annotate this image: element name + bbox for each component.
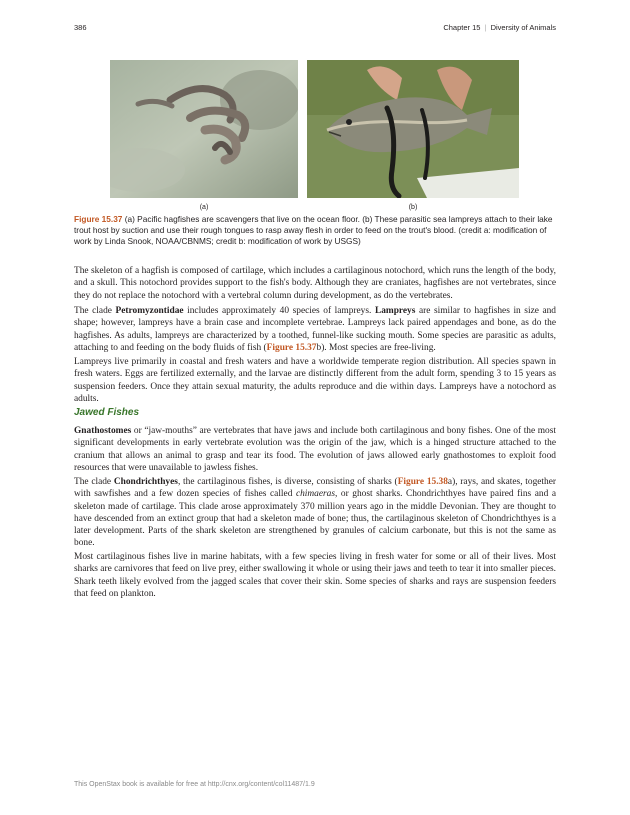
running-header (443, 23, 556, 32)
text-span: , the cartilaginous fishes, is diverse, consisting of sharks ( (177, 477, 398, 487)
figure-15-37-link[interactable]: Figure 15.37 (266, 342, 317, 353)
term-chondrichthyes: Chondrichthyes (113, 477, 178, 487)
text-span: b). Most species are free-living. (316, 342, 436, 353)
subfigure-label-b: (b) (408, 204, 418, 211)
paragraph-cartilaginous-habitats: Most cartilaginous fishes live in marine habitats, with a few species living in fresh water for some or all of their lives. Most sharks are carnivores that feed on live prey, either swallowing it whole or using their jaws and teeth to tear it into smaller pieces. Shark teeth likely evolved from the jagged scales that cover their skin. Some species of sharks and rays are suspension feeders that feed on plankton. (74, 552, 556, 599)
subfigure-label-a: (a) (199, 204, 209, 211)
figure-caption-label: Figure 15.37 (74, 214, 123, 224)
chapter-title: Diversity of Animals (490, 23, 556, 32)
chapter-label: Chapter 15 (443, 23, 481, 32)
page-number: 386 (74, 23, 87, 32)
paragraph-hagfish-skeleton: The skeleton of a hagfish is composed of cartilage, which includes a cartilaginous notochord, which runs the length of the body, and a skull. This notochord provides support to the fish's body. Although they are craniates, hagfishes are not vertebrates, since they do not replace the notochord with a vertebral column during development, as do the vertebrates. (74, 266, 556, 301)
term-chimaeras: chimaeras (295, 489, 335, 500)
header-separator: | (482, 23, 489, 32)
text-span: , or ghost sharks. Chondrichthyes have paired fins and a skeleton made of cartilage. This clade arose approximately 370 million years ago in the middle Devonian. They are thought to have descended from an extinct group that had a skeleton made of bone; thus, the cartilaginous skeleton of Chondrichthyes is a later development. Parts of the shark skeleton are strengthened by granules of calcium carbonate, but this is not the same as bone. (74, 489, 557, 549)
term-petromyzontidae: Petromyzontidae (115, 306, 184, 316)
paragraph-lamprey-habitat: Lampreys live primarily in coastal and fresh waters and have a worldwide temperate region distribution. All species spawn in fresh waters. Eggs are fertilized externally, and the larvae are distinctly different from the adult form, spending 3 to 15 years as suspension feeders. Once they attain sexual maturity, the adults reproduce and die within days. Lampreys have a notochord as adults. (74, 357, 556, 404)
term-lampreys: Lampreys (374, 306, 416, 316)
text-span: The clade (74, 477, 114, 487)
page-footer: This OpenStax book is available for free at http://cnx.org/content/col11487/1.9 (74, 781, 315, 788)
paragraph-gnathostomes (74, 425, 556, 474)
text-span: The clade (74, 306, 116, 316)
hagfish-photo (110, 60, 298, 198)
figure-caption-text: (a) Pacific hagfishes are scavengers that live on the ocean floor. (b) These parasitic sea lampreys attach to their lake trout host by suction and use their rough tongues to rasp away flesh in order to feed on the trout's blood. (credit a: modification of work by Linda Snook, NOAA/CBNMS; credit b: modification of work by USGS) (74, 214, 553, 246)
paragraph-petromyzontidae (74, 305, 556, 354)
lamprey-trout-photo (307, 60, 519, 198)
text-span: includes approximately 40 species of lampreys. (183, 306, 375, 316)
term-gnathostomes: Gnathostomes (74, 426, 132, 436)
figure-15-38-link[interactable]: Figure 15.38 (397, 477, 448, 487)
paragraph-chondrichthyes (74, 476, 556, 550)
section-heading-jawed-fishes: Jawed Fishes (74, 407, 140, 418)
figure-caption (74, 214, 559, 247)
text-span: are similar to hagfishes in size and shape; however, lampreys have a brain case and incomplete vertebrae. Lampreys lack paired appendages and bone, as do the hagfishes. As adults, lampreys are characterized by a toothed, funnel-like sucking mouth. Some species are parasitic as adults, attaching to and feeding on the body fluids of fish ( (74, 306, 556, 353)
text-span: a), rays, and skates, together with sawfishes and a few dozen species of fishes called (74, 477, 557, 500)
text-span: or “jaw-mouths” are vertebrates that have jaws and include both cartilaginous and bony fishes. One of the most significant developments in early vertebrate evolution was the origin of the jaw, which is a hinged structure attached to the cranium that allows an animal to grasp and tear its food. The evolution of jaws allowed early gnathostomes to exploit food resources that were unavailable to jawless fishes. (74, 426, 556, 473)
